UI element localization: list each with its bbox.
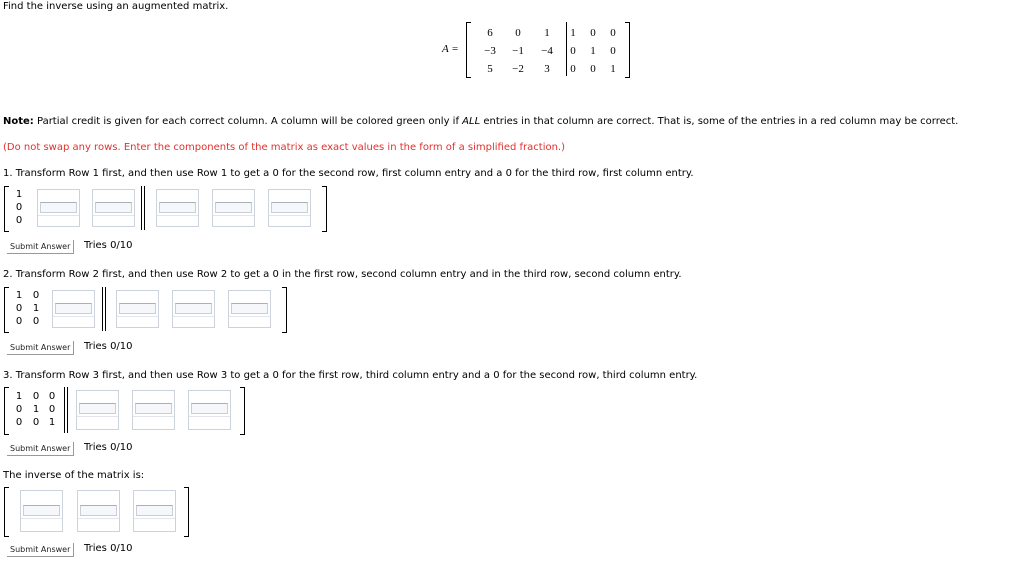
matrix-cell: −2: [512, 63, 524, 75]
column-input-box: [228, 290, 271, 328]
step-2-instruction: 2. Transform Row 2 first, and then use Row 2 to get a 0 in the first row, second column entry and in the third row, second column entry.: [3, 269, 682, 280]
known-entry: 0: [32, 391, 40, 402]
augment-divider: [67, 387, 68, 433]
step-2-matrix: [4, 287, 290, 335]
known-entry: 1: [32, 303, 40, 314]
known-entry: 0: [15, 316, 23, 327]
submit-answer-button[interactable]: Submit Answer: [7, 442, 74, 456]
column-input-box: [212, 189, 255, 227]
column-input-box: [133, 490, 176, 532]
column-input-box: [116, 290, 159, 328]
step-3-matrix: [4, 387, 248, 435]
submit-answer-button[interactable]: Submit Answer: [7, 240, 74, 254]
right-bracket: [240, 387, 245, 435]
column-input-box: [37, 189, 80, 227]
inverse-matrix: [4, 487, 192, 537]
page-title: Find the inverse using an augmented matrix.: [3, 1, 229, 12]
matrix-cell: −1: [512, 45, 524, 57]
matrix-cell: 5: [487, 63, 493, 75]
matrix-cell: 0: [590, 63, 596, 75]
matrix-cell: 1: [590, 45, 596, 57]
known-entry: 0: [32, 316, 40, 327]
matrix-cell: 1: [610, 63, 616, 75]
known-entry: 0: [15, 215, 23, 226]
known-entry: 0: [15, 303, 23, 314]
entry-input[interactable]: [136, 505, 173, 516]
entry-input[interactable]: [231, 303, 268, 314]
entry-separator: [38, 215, 79, 216]
tries-counter: Tries 0/10: [84, 442, 133, 453]
left-bracket: [4, 287, 9, 333]
matrix-cell: 6: [487, 27, 493, 39]
entry-input[interactable]: [79, 403, 116, 414]
known-entry: 0: [32, 290, 40, 301]
step-1-instruction: 1. Transform Row 1 first, and then use Row 1 to get a 0 for the second row, first column entry and a 0 for the third row, first column entry.: [3, 168, 694, 179]
entry-input[interactable]: [95, 202, 132, 213]
entry-separator: [77, 416, 118, 417]
entry-input[interactable]: [135, 403, 172, 414]
entry-separator: [189, 416, 230, 417]
augment-divider: [102, 287, 103, 331]
matrix-label: A =: [442, 43, 459, 55]
entry-separator: [134, 518, 175, 519]
matrix-cell: 0: [570, 63, 576, 75]
augment-divider: [105, 287, 106, 331]
augment-divider: [144, 186, 145, 230]
matrix-cell: −4: [541, 45, 553, 57]
entry-separator: [78, 518, 119, 519]
known-column: [14, 188, 24, 227]
matrix-left-bracket: [466, 22, 471, 78]
entry-separator: [53, 316, 94, 317]
known-column: [47, 390, 57, 429]
matrix-cell: 1: [570, 27, 576, 39]
augment-divider: [141, 186, 142, 230]
left-bracket: [4, 186, 9, 232]
column-input-box: [52, 290, 95, 328]
entry-input[interactable]: [175, 303, 212, 314]
matrix-cell: 0: [610, 27, 616, 39]
matrix-cell: 1: [544, 27, 550, 39]
matrix-cell: 3: [544, 63, 550, 75]
entry-input[interactable]: [23, 505, 60, 516]
known-entry: 0: [15, 404, 23, 415]
right-bracket: [322, 186, 327, 232]
entry-input[interactable]: [271, 202, 308, 213]
entry-separator: [269, 215, 310, 216]
known-column: [31, 289, 41, 328]
known-entry: 1: [48, 417, 56, 428]
matrix-cell: 0: [570, 45, 576, 57]
entry-input[interactable]: [119, 303, 156, 314]
column-input-box: [156, 189, 199, 227]
left-bracket: [4, 487, 9, 537]
warning-text: (Do not swap any rows. Enter the components of the matrix as exact values in the form of a simplified fraction.): [3, 142, 566, 153]
known-entry: 1: [15, 189, 23, 200]
tries-counter: Tries 0/10: [84, 543, 133, 554]
entry-separator: [173, 316, 214, 317]
right-bracket: [184, 487, 189, 537]
matrix-cell: 0: [515, 27, 521, 39]
known-entry: 0: [48, 404, 56, 415]
column-input-box: [76, 390, 119, 430]
entry-input[interactable]: [191, 403, 228, 414]
known-entry: 1: [15, 391, 23, 402]
entry-input[interactable]: [215, 202, 252, 213]
known-column: [14, 390, 24, 429]
entry-input[interactable]: [55, 303, 92, 314]
entry-separator: [157, 215, 198, 216]
entry-separator: [117, 316, 158, 317]
matrix-cell: 0: [590, 27, 596, 39]
right-bracket: [282, 287, 287, 333]
step-1-matrix: [4, 186, 330, 234]
known-entry: 1: [15, 290, 23, 301]
entry-input[interactable]: [40, 202, 77, 213]
known-entry: 0: [15, 202, 23, 213]
known-entry: 0: [32, 417, 40, 428]
entry-separator: [213, 215, 254, 216]
column-input-box: [172, 290, 215, 328]
entry-separator: [93, 215, 134, 216]
known-column: [31, 390, 41, 429]
column-input-box: [20, 490, 63, 532]
entry-input[interactable]: [80, 505, 117, 516]
column-input-box: [188, 390, 231, 430]
matrix-cell: 0: [610, 45, 616, 57]
left-bracket: [4, 387, 9, 435]
augmented-matrix: [440, 20, 640, 78]
tries-counter: Tries 0/10: [84, 341, 133, 352]
note-text: Note: Partial credit is given for each correct column. A column will be colored green only if ALL entries in that column are correct. That is, some of the entries in a red column may be correct.: [3, 116, 959, 127]
entry-separator: [21, 518, 62, 519]
entry-separator: [133, 416, 174, 417]
augment-divider: [64, 387, 65, 433]
column-input-box: [92, 189, 135, 227]
column-input-box: [132, 390, 175, 430]
entry-input[interactable]: [159, 202, 196, 213]
column-input-box: [77, 490, 120, 532]
submit-answer-button[interactable]: Submit Answer: [7, 341, 74, 355]
matrix-cell: −3: [484, 45, 496, 57]
entry-separator: [229, 316, 270, 317]
known-entry: 0: [15, 417, 23, 428]
known-entry: 1: [32, 404, 40, 415]
submit-answer-button[interactable]: Submit Answer: [7, 543, 74, 557]
matrix-right-bracket: [625, 22, 630, 78]
tries-counter: Tries 0/10: [84, 240, 133, 251]
step-3-instruction: 3. Transform Row 3 first, and then use Row 3 to get a 0 for the first row, third column entry and a 0 for the second row, third column entry.: [3, 370, 698, 381]
known-column: [14, 289, 24, 328]
known-entry: 0: [48, 391, 56, 402]
inverse-label: The inverse of the matrix is:: [3, 470, 145, 481]
column-input-box: [268, 189, 311, 227]
